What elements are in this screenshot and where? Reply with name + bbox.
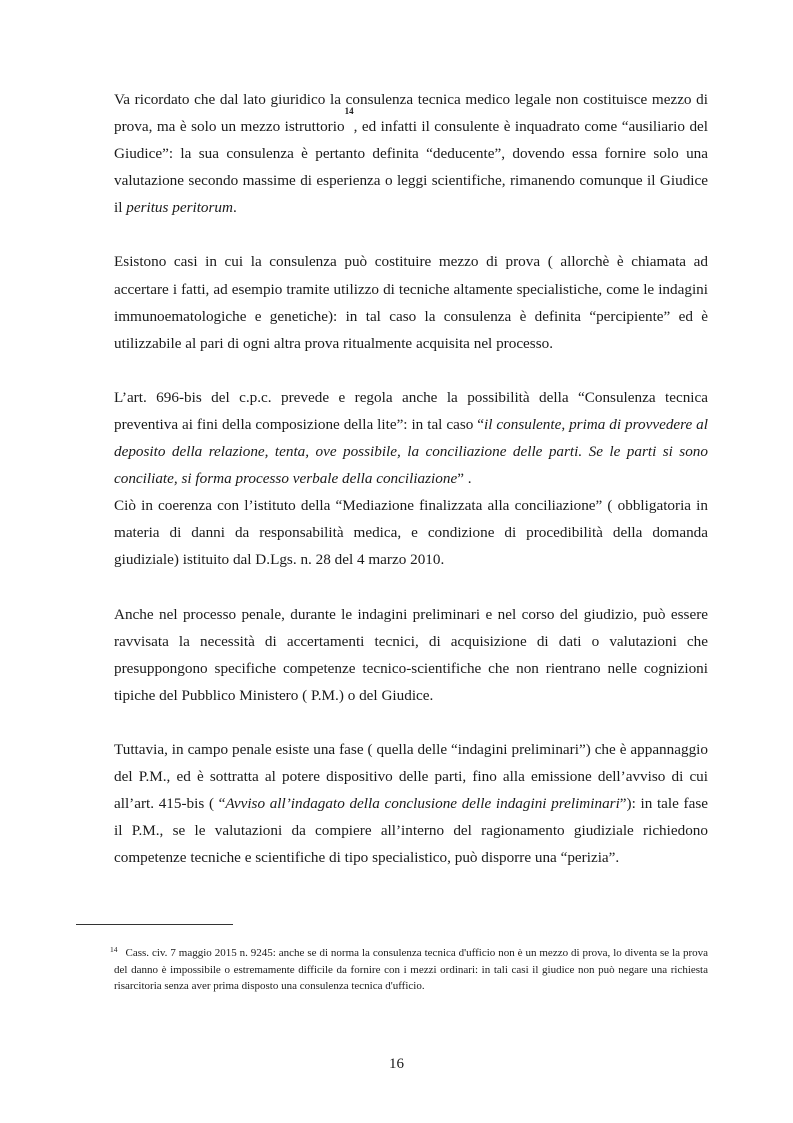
paragraph-6 [114, 736, 708, 871]
footnote-reference[interactable]: 14 [344, 106, 354, 117]
paragraph-3-text-a: L’art. 696-bis del c.p.c. prevede e regola anche la possibilità della “Consulenza tecnica preventiva ai fini della composizione della lite”: in tal caso “ [114, 388, 708, 433]
paragraph-1 [114, 86, 708, 221]
paragraph-1-text-b: , ed infatti il consulente è inquadrato come “ausiliario del Giudice”: la sua consulenza è pertanto definita “deducente”, dovendo essa fornire solo una valutazione secondo massime di esperienza o leggi scientifiche, rimanendo comunque il Giudice il [114, 118, 708, 217]
paragraph-1-text-c: . [233, 199, 237, 217]
footnote [110, 945, 708, 995]
paragraph-2: Esistono casi in cui la consulenza può costituire mezzo di prova ( allorchè è chiamata ad accertare i fatti, ad esempio tramite utilizzo di tecniche altamente specialistiche, come le indagini immunoematologiche e genetiche): in tal caso la consulenza è definita “percipiente” ed è utilizzabile al pari di ogni altra prova ritualmente acquisita nel processo. [114, 253, 708, 352]
footnote-number: 14 [110, 945, 118, 954]
paragraph-3-italic: il consulente, prima di provvedere al deposito della relazione, tenta, ove possibile, la conciliazione delle parti. Se le parti si sono conciliate, si forma processo verbale della conciliazione [114, 415, 708, 488]
paragraph-6-italic: Avviso all’indagato della conclusione delle indagini preliminari [225, 795, 620, 813]
paragraph-1-text-a: Va ricordato che dal lato giuridico la consulenza tecnica medico legale non costituisce mezzo di prova, ma è solo un mezzo istruttorio [114, 91, 708, 136]
paragraph-4: Ciò in coerenza con l’istituto della “Mediazione finalizzata alla conciliazione” ( obbligatoria in materia di danni da responsabilità medica, e condizione di procedibilità della domanda giudiziale) istituito dal D.Lgs. n. 28 del 4 marzo 2010. [114, 497, 708, 569]
paragraph-5: Anche nel processo penale, durante le indagini preliminari e nel corso del giudizio, può essere ravvisata la necessità di accertamenti tecnici, di acquisizione di dati o valutazioni che presuppongono specifiche competenze tecnico-scientifiche che non rientrano nelle cognizioni tipiche del Pubblico Ministero ( P.M.) o del Giudice. [114, 605, 708, 704]
paragraph-3-text-b: ” . [457, 470, 472, 488]
paragraph-6-text-b: ”): in tale fase il P.M., se le valutazioni da compiere all’interno del ragionamento giudiziale richiedono competenze tecniche e scientifiche di tipo specialistico, può disporre una “perizia”. [114, 795, 708, 867]
paragraph-6-text-a: Tuttavia, in campo penale esiste una fase ( quella delle “indagini preliminari”) che è appannaggio del P.M., ed è sottratta al potere dispositivo delle parti, fino alla emissione dell’avviso di cui all’art. 415-bis ( “ [114, 740, 708, 813]
footnote-separator [76, 924, 233, 925]
paragraph-1-italic: peritus peritorum [126, 199, 233, 217]
page-number: 16 [389, 1056, 404, 1072]
body-text [114, 86, 708, 871]
footnote-text: Cass. civ. 7 maggio 2015 n. 9245: anche se di norma la consulenza tecnica d'ufficio non è un mezzo di prova, lo diventa se la prova del danno è impossibile o estremamente difficile da fornire con i mezzi ordinari: in tali casi il giudice non può negare una richiesta risarcitoria senza aver prima disposto una consulenza tecnica d'ufficio. [114, 947, 708, 993]
paragraph-3 [114, 384, 708, 492]
